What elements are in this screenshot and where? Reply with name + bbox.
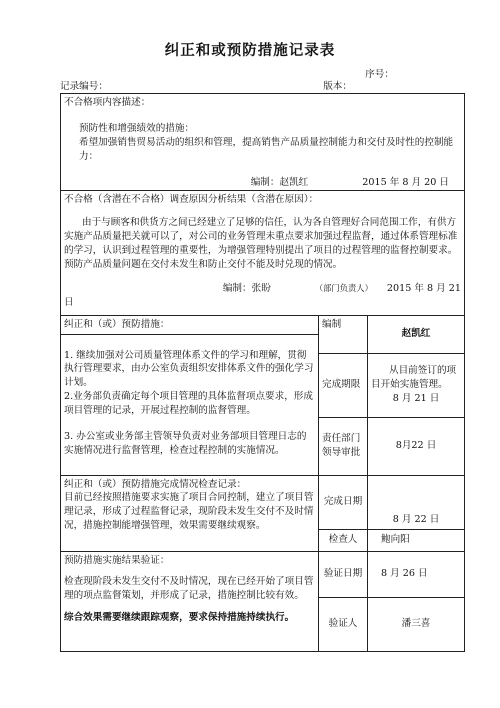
verification-heading: 预防措施实施结果验证： xyxy=(64,554,170,566)
inspector-name: 鲍向阳 xyxy=(381,534,410,546)
inspector-label: 检查人 xyxy=(328,534,358,546)
section2-date-tail: 日 xyxy=(64,296,74,308)
verify-date-cell xyxy=(368,551,465,597)
cause-heading: 不合格（含潜在不合格）调查原因分析结果（含潜在原因）： xyxy=(64,193,319,205)
preventive-subheading: 预防性和增强绩效的措施： xyxy=(79,122,195,134)
nonconformity-heading: 不合格项内容描述： xyxy=(64,97,151,108)
serial-label: 序号： xyxy=(365,69,394,80)
verification-conclusion: 综合效果需要继续跟踪观察，要求保持措施持续执行。 xyxy=(64,612,295,624)
verifier-label-cell xyxy=(319,597,368,651)
inspector-name-cell xyxy=(368,529,465,551)
editor-name-cell xyxy=(368,315,465,353)
measures-editor-label: 编制 xyxy=(322,318,342,330)
approve-label: 责任部门领导审批 xyxy=(322,433,361,459)
page-title: 纠正和或预防措施记录表 xyxy=(164,42,336,59)
deadline-value-line1: 从目前签订的项目开始实施管理。 xyxy=(371,365,457,391)
finish-label-cell xyxy=(319,475,368,529)
section-nonconformity xyxy=(61,94,465,191)
section1-date: 2015 年 8 月 20 日 xyxy=(362,176,450,188)
cause-body: 由于与顾客和供货方之间已经建立了足够的信任，认为各自管理好合同范围工作，有供方实施产品质量把关就可以了，对公司的业务管理未重点要求加强过程监督，通过体系管理标准的学习，认识到过程管理的重要性，为增强管理特别提出了项目的过程管理的监督控制要求。预防产品质量问题在交付未发生和防止交付不能及时兑现的情况。 xyxy=(64,217,458,271)
verify-date-label: 验证日期 xyxy=(323,568,363,580)
finish-date-cell xyxy=(368,475,465,529)
deadline-label: 完成期限 xyxy=(322,379,361,391)
measures-heading: 纠正和（或）预防措施： xyxy=(61,316,318,335)
verification-body: 检查现阶段未发生交付不及时情况，现在已经开始了项目管理的项点监督策划，并形成了记录，措施控制比较有效。 xyxy=(64,576,314,602)
section1-signature xyxy=(64,176,461,190)
editor-label-cell xyxy=(319,315,368,353)
section-cause-analysis xyxy=(61,190,465,315)
meta-record-row xyxy=(60,80,464,94)
record-no-label: 记录编号： xyxy=(60,81,108,92)
measures-cell xyxy=(61,315,319,475)
approve-date-cell xyxy=(368,417,465,475)
section2-dept-head: （部门负责人） xyxy=(314,283,373,294)
section-completion-check xyxy=(61,475,465,529)
measure-item-1: 1. 继续加强对公司质量管理体系文件的学习和理解，贯彻执行管理要求，由办公室负责组织安排体系文件的强化学习计划。 xyxy=(64,349,314,389)
deadline-value-line2: 8 月 21 日 xyxy=(392,392,440,404)
section-measures xyxy=(61,315,465,353)
deadline-value-cell xyxy=(368,353,465,417)
approve-date: 8月22 日 xyxy=(395,440,437,452)
completion-body: 目前已经按照措施要求实施了项目合同控制，建立了项目管理记录，形成了过程监督记录，现阶段未发生交付不及时情况，措施控制能增强管理，效果需要继续观察。 xyxy=(64,492,314,532)
preventive-body: 希望加强销售贸易活动的组织和管理，提高销售产品质量控制能力和交付及时性的控制能力： xyxy=(79,136,454,162)
completion-heading: 纠正和（或）预防措施完成情况检查记录： xyxy=(64,478,247,490)
verification-cell xyxy=(61,551,319,651)
completion-cell xyxy=(61,475,319,551)
section2-editor: 编制：张盼 xyxy=(222,283,271,295)
section-verification xyxy=(61,551,465,597)
section1-editor: 编制：赵凯红 xyxy=(250,176,309,188)
deadline-label-cell xyxy=(319,353,368,417)
verify-date-label-cell xyxy=(319,551,368,597)
verifier-label: 验证人 xyxy=(328,618,358,630)
approve-label-cell xyxy=(319,417,368,475)
verifier-name: 潘三喜 xyxy=(401,618,431,630)
finish-date: 8 月 22 日 xyxy=(392,513,440,525)
finish-label: 完成日期 xyxy=(323,496,363,508)
version-label: 版本： xyxy=(323,81,352,92)
measures-editor-name: 赵凯红 xyxy=(401,328,431,340)
verify-date: 8 月 26 日 xyxy=(381,568,428,580)
section2-date: 2015 年 8 月 21 xyxy=(386,283,462,295)
measure-item-3: 3. 办公室或业务部主管领导负责对业务部项目管理日志的实施情况进行监督管理，检查过程控制的实施情况。 xyxy=(64,431,307,456)
record-table xyxy=(60,93,465,652)
inspector-label-cell xyxy=(319,529,368,551)
verifier-name-cell xyxy=(368,597,465,651)
section2-signature xyxy=(64,282,461,296)
measure-item-2: 2.业务部负责确定每个项目管理的具体监督项点要求，形成项目管理的记录，开展过程控制的监督管理。 xyxy=(64,391,313,417)
